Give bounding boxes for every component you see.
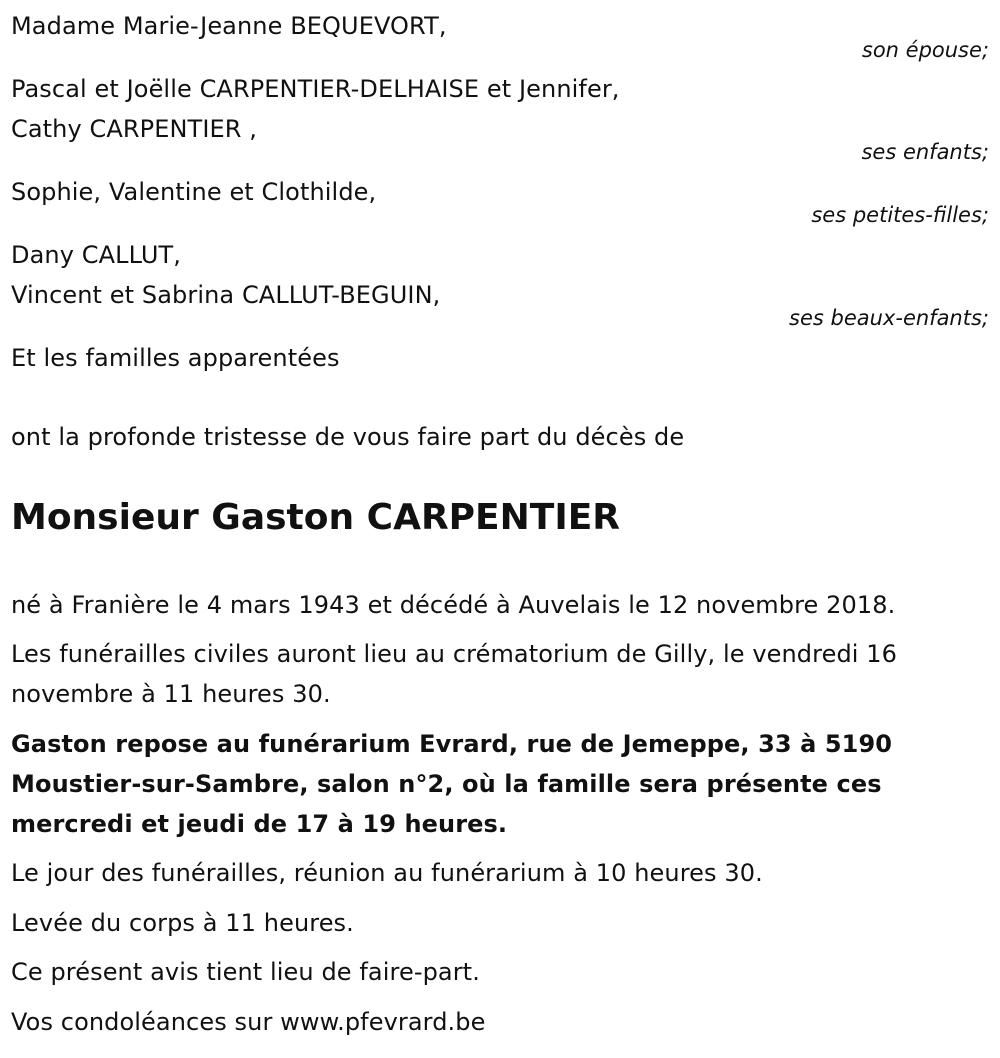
notice-text: Ce présent avis tient lieu de faire-part. [11,958,480,986]
children-relation: ses enfants; [861,140,989,164]
grandchildren-relation: ses petites-filles; [811,203,989,227]
birth-death-details: né à Franière le 4 mars 1943 et décédé à Auvelais le 12 novembre 2018. [11,591,896,619]
announcement-text: ont la profonde tristesse de vous faire part du décès de [11,423,685,451]
funeral-line-1: Les funérailles civiles auront lieu au crématorium de Gilly, le vendredi 16 [11,640,898,668]
inlaws-names-line-1: Dany CALLUT, [11,241,182,269]
spouse-relation: son épouse; [861,38,989,62]
related-families: Et les familles apparentées [11,344,340,372]
viewing-line-3: mercredi et jeudi de 17 à 19 heures. [11,810,508,838]
children-names-line-2: Cathy CARPENTIER , [11,115,257,143]
condolences-text: Vos condoléances sur www.pfevrard.be [11,1008,486,1036]
funeral-line-2: novembre à 11 heures 30. [11,680,331,708]
spouse-name: Madame Marie-Jeanne BEQUEVORT, [11,12,447,40]
inlaws-names-line-2: Vincent et Sabrina CALLUT-BEGUIN, [11,281,441,309]
children-names-line-1: Pascal et Joëlle CARPENTIER-DELHAISE et Jennifer, [11,75,620,103]
obituary-notice [11,0,989,1058]
inlaws-relation: ses beaux-enfants; [789,306,989,330]
body-departure-info: Levée du corps à 11 heures. [11,909,354,937]
viewing-line-1: Gaston repose au funérarium Evrard, rue de Jemeppe, 33 à 5190 [11,730,893,758]
meeting-info: Le jour des funérailles, réunion au funérarium à 10 heures 30. [11,859,763,887]
grandchildren-names: Sophie, Valentine et Clothilde, [11,178,377,206]
deceased-name: Monsieur Gaston CARPENTIER [11,497,621,538]
viewing-line-2: Moustier-sur-Sambre, salon n°2, où la famille sera présente ces [11,770,882,798]
